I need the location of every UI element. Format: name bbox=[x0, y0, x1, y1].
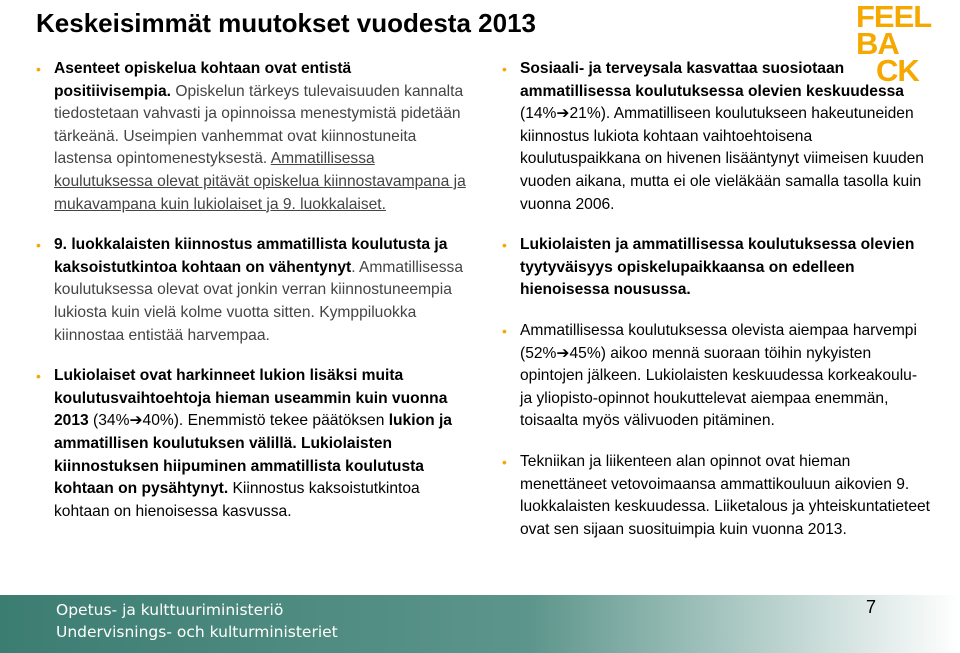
bullet-bold-text: Lukiolaiset ovat harkinneet lukion lisäksi muita koulutusvaihtoehtoja hieman useammin kuin vuonna 2013 bbox=[54, 367, 448, 430]
bullet-text: Kiinnostus kaksoistutkintoa kohtaan on hienoisessa kasvussa. bbox=[54, 480, 420, 520]
bullet-text: 45%) aikoo mennä suoraan töihin nykyisten opintojen jälkeen. Lukiolaisten keskuudessa korkeakoulu- ja yliopisto-opinnot houkuttelevat aiempaa enemmän, toisaalta myös välivuoden pitäminen. bbox=[520, 344, 918, 430]
logo-line-1: FEEL bbox=[856, 0, 932, 34]
bullet-text: Ammatillisessa koulutuksessa olevista aiempaa harvempi (52% bbox=[520, 321, 917, 362]
bullet-bold-text: Lukiolaisten ja ammatillisessa koulutuksessa olevien tyytyväisyys opiskelupaikkaansa on edelleen hienoisessa nousussa. bbox=[520, 236, 915, 299]
bullet-satisfaction bbox=[502, 234, 930, 302]
bullet-text: Opiskelun tärkeys tulevaisuuden kannalta tiedostetaan vahvasti ja opinnoissa menestymistä pidetään tärkeänä. Useimpien vanhemmat ovat kiinnostuneita lastensa opintomenestyksestä. bbox=[54, 82, 464, 168]
page-title: Keskeisimmät muutokset vuodesta 2013 bbox=[36, 8, 536, 38]
bullet-social-health bbox=[502, 53, 930, 216]
bullet-underlined-text: Ammatillisessa koulutuksessa olevat pitävät opiskelua kiinnostavampana ja mukavampana kuin lukiolaiset ja 9. luokkalaiset. bbox=[54, 150, 466, 213]
bullet-icon: • bbox=[502, 322, 507, 339]
bullet-text: (14% bbox=[520, 105, 557, 123]
right-column bbox=[502, 53, 931, 541]
logo-line-3: CK bbox=[876, 53, 919, 88]
bullet-bold-text: lukion ja ammatillisen koulutuksen välillä. Lukiolaisten kiinnostuksen hiipuminen ammatillista koulutusta kohtaan on pysähtynyt. bbox=[54, 412, 452, 498]
arrow-right-icon: ➔ bbox=[129, 412, 143, 430]
bullet-bold-text: Sosiaali- ja terveysala kasvattaa suosiotaan ammatillisessa koulutuksessa olevien keskuudessa bbox=[520, 60, 904, 100]
bullet-bold-text: Asenteet opiskelua kohtaan ovat entistä positiivisempia. bbox=[54, 60, 352, 100]
ministry-name-swedish: Undervisnings- och kulturministeriet bbox=[56, 623, 338, 641]
bullet-text: (34% bbox=[88, 412, 130, 430]
arrow-right-icon: ➔ bbox=[556, 105, 570, 123]
arrow-right-icon: ➔ bbox=[556, 344, 570, 362]
page-number: 7 bbox=[866, 597, 877, 617]
bullet-ninth-graders bbox=[36, 234, 466, 347]
bullet-icon: • bbox=[36, 61, 41, 77]
bullet-icon: • bbox=[502, 453, 507, 470]
ministry-name-finnish: Opetus- ja kulttuuriministeriö bbox=[56, 601, 284, 619]
bullet-text: 21%). Ammatilliseen koulutukseen hakeutuneiden kiinnostus lukiota kohtaan vaihtoehtoisena koulutuspaikkana on hivenen lisääntynyt viimeisen kuuden vuoden aikana, mutta ei ole vieläkään samalla tasolla kuin vuonna 2006. bbox=[520, 105, 924, 213]
bullet-icon: • bbox=[36, 237, 41, 254]
bullet-high-schoolers bbox=[36, 365, 466, 523]
ministry-footer bbox=[0, 595, 960, 653]
bullet-attitudes bbox=[36, 58, 466, 216]
left-column bbox=[36, 58, 466, 523]
bullet-icon: • bbox=[502, 61, 507, 77]
bullet-work-plans bbox=[502, 320, 930, 433]
bullet-icon: • bbox=[36, 368, 41, 385]
bullet-text: 40%). Enemmistö tekee päätöksen bbox=[142, 412, 389, 430]
bullet-text: Tekniikan ja liikenteen alan opinnot ovat hieman menettäneet vetovoimaansa ammattikouluun aikovien 9. luokkalaisten keskuudessa. Liiketalous ja yhteiskuntatieteet ovat sen sijaan suosituimpia kuin vuonna 2013. bbox=[520, 452, 931, 538]
bullet-icon: • bbox=[502, 237, 507, 254]
logo-line-2: BA bbox=[856, 26, 899, 61]
bullet-text: . Ammatillisessa koulutuksessa olevat ovat jonkin verran kiinnostuneempia lukiosta kuin vielä kolme vuotta sitten. Kymppiluokka kiinnostaa entistää harvempaa. bbox=[54, 258, 464, 344]
bullet-bold-text: 9. luokkalaisten kiinnostus ammatillista koulutusta ja kaksoistutkintoa kohtaan on vähentynyt bbox=[54, 236, 448, 276]
bullet-technology bbox=[502, 451, 930, 541]
